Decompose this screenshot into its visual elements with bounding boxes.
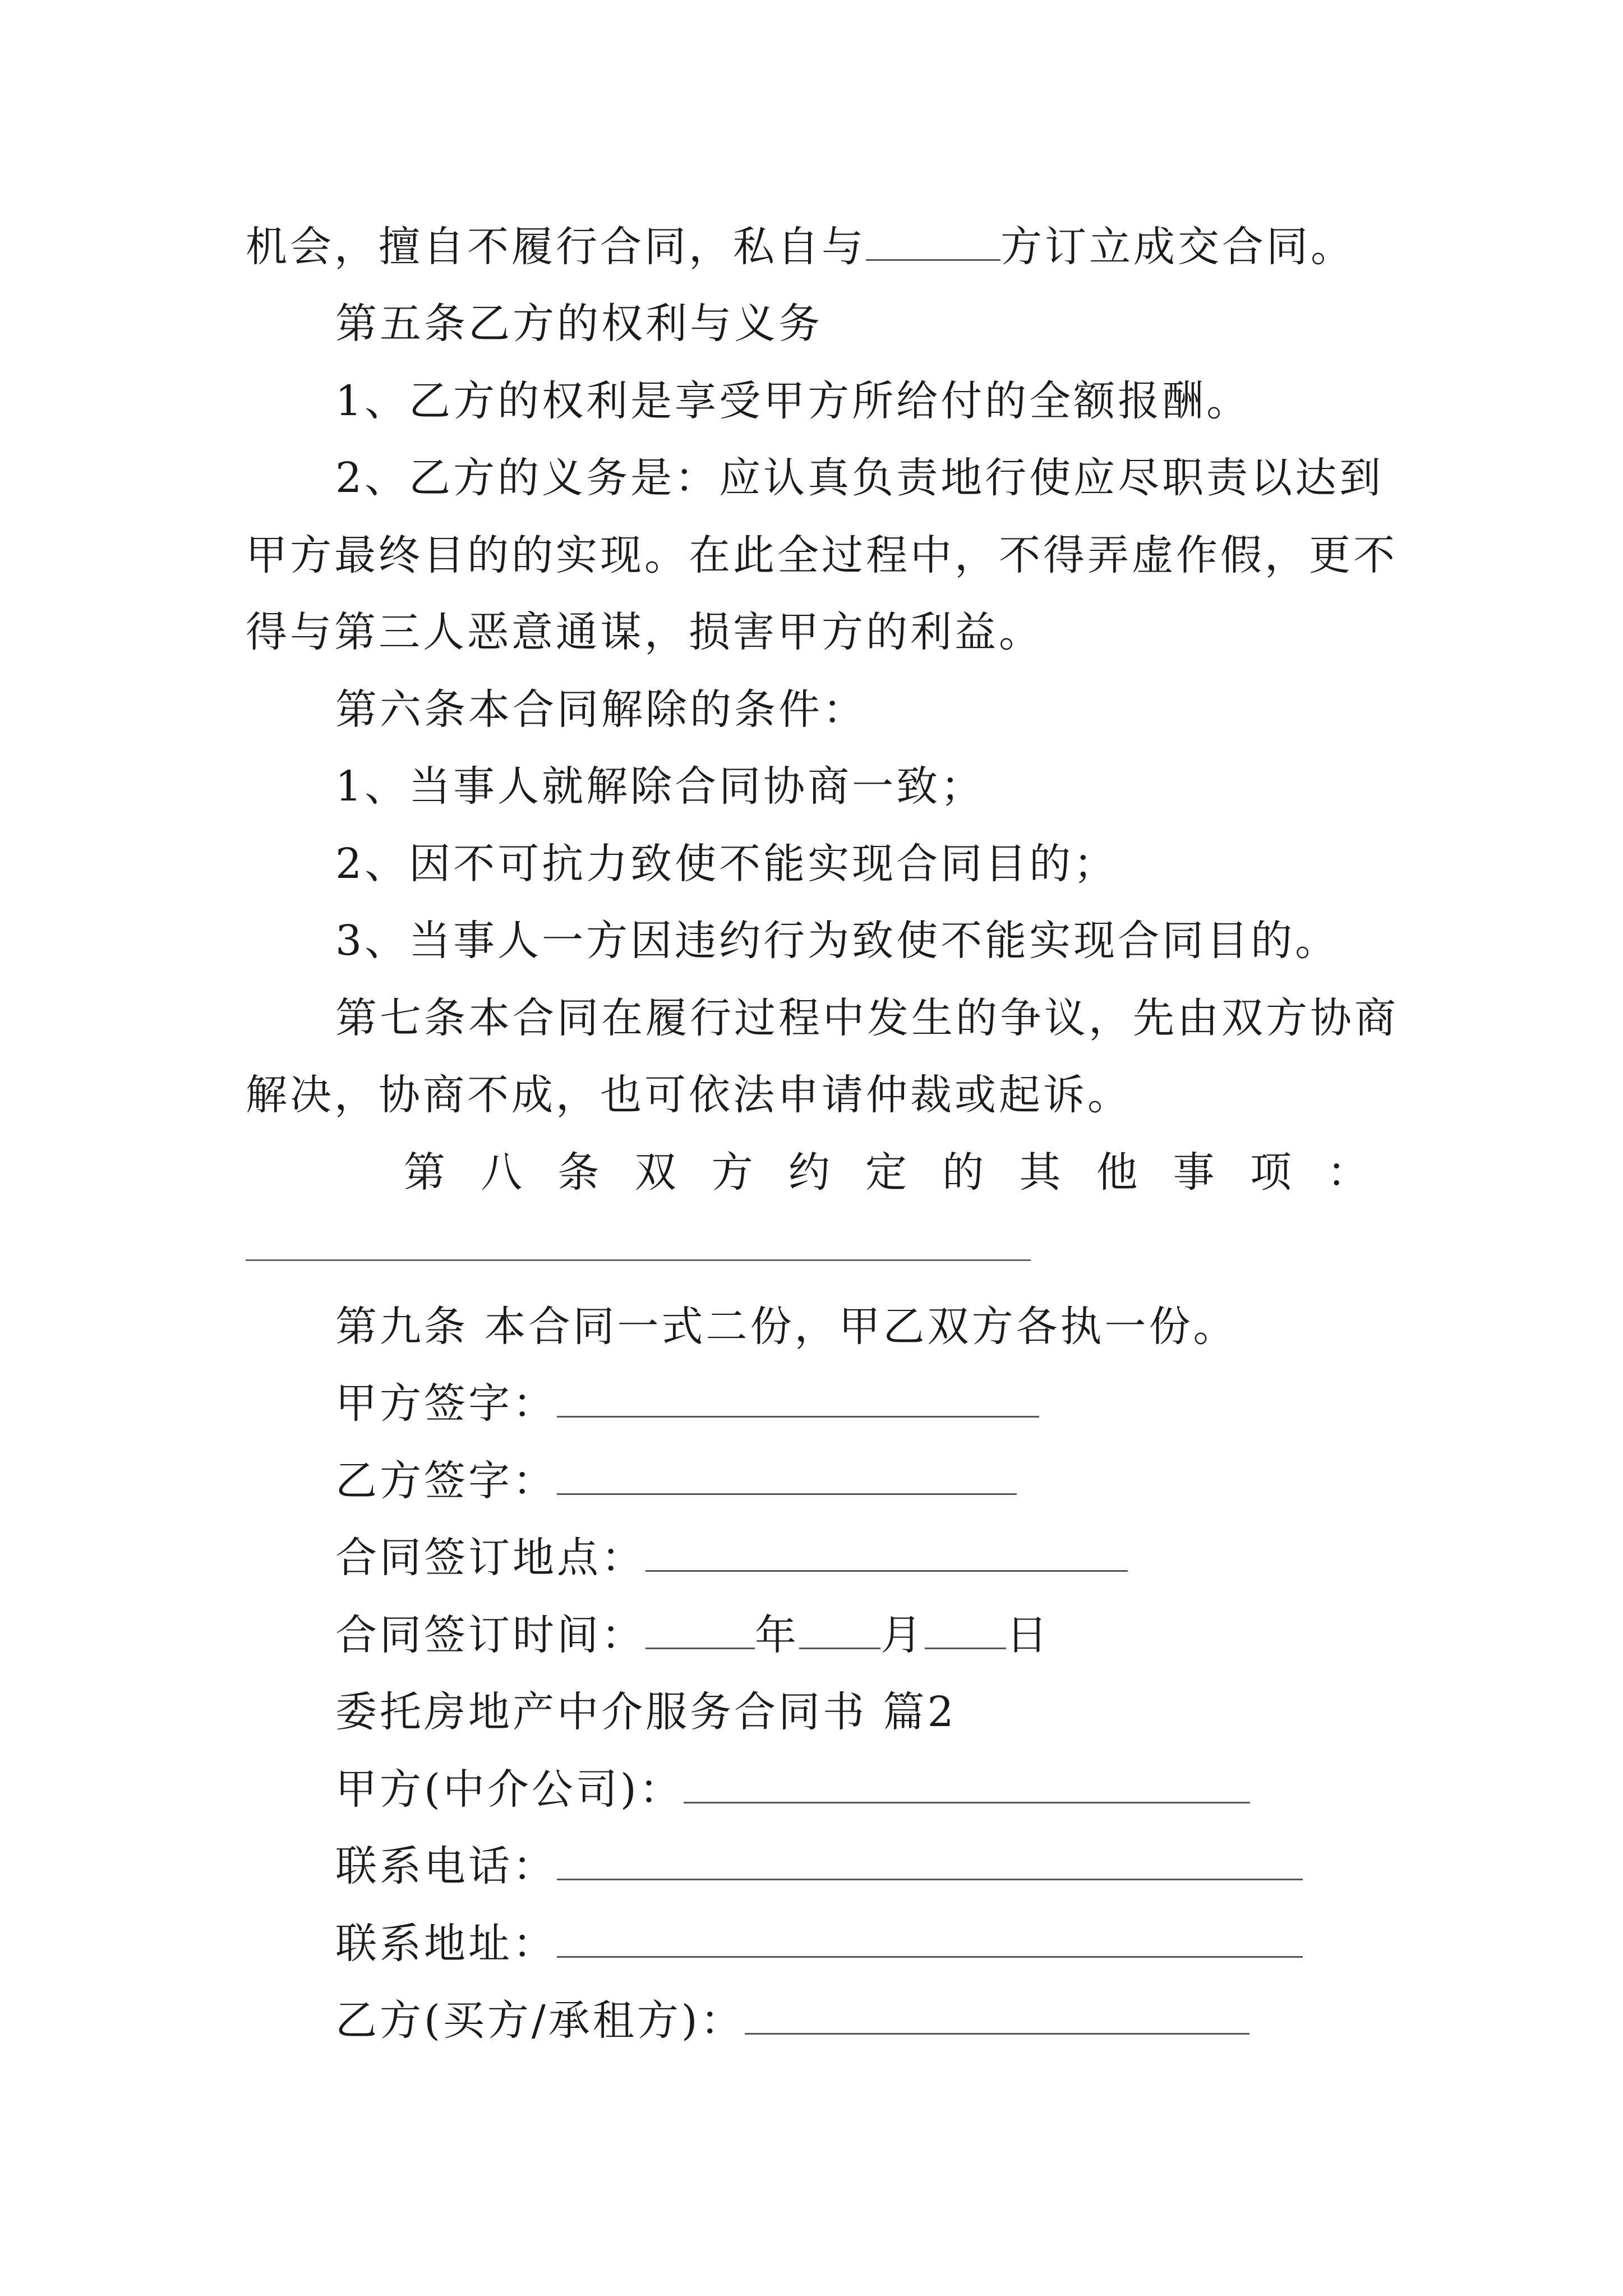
clause-7-line-1: 第七条本合同在履行过程中发生的争议，先由双方协商: [335, 994, 1399, 1042]
clause-5-heading: 第五条乙方的权利与义务: [335, 300, 823, 348]
clause-5-item-2-line-2: 甲方最终目的的实现。在此全过程中，不得弄虚作假，更不: [246, 531, 1398, 579]
party-a-signature-blank: [557, 1384, 1039, 1418]
signing-place-blank: [645, 1539, 1128, 1572]
text-segment: 机会，擅自不履行合同，私自与: [246, 223, 866, 271]
clause-5-item-1: 1、乙方的权利是享受甲方所给付的全额报酬。: [335, 377, 1251, 425]
party-b-signature-label: 乙方签字：: [335, 1457, 557, 1505]
clause-9: 第九条 本合同一式二份，甲乙双方各执一份。: [335, 1303, 1238, 1351]
signing-place-row: [335, 1530, 1128, 1586]
party-b-buyer-row: [335, 1993, 1249, 2049]
party-a-agency-blank: [684, 1770, 1250, 1803]
clause-6-item-2: 2、因不可抗力致使不能实现合同目的；: [335, 840, 1118, 888]
party-b-signature-blank: [557, 1462, 1017, 1495]
party-b-buyer-label: 乙方(买方/承租方)：: [335, 1996, 745, 2045]
blank-party-name: [866, 228, 1000, 261]
day-label: 日: [1006, 1611, 1050, 1659]
clause-8-blank-line: [246, 1259, 1031, 1261]
signing-place-label: 合同签订地点：: [335, 1534, 645, 1582]
clause-4-continuation: [246, 219, 1355, 275]
party-b-signature-row: [335, 1453, 1017, 1509]
party-b-buyer-blank: [745, 2001, 1249, 2035]
day-blank: [925, 1616, 1006, 1649]
clause-7-line-2: 解决，协商不成，也可依法申请仲裁或起诉。: [246, 1071, 1132, 1119]
clause-8-text: 第八条双方约定的其他事项：: [404, 1148, 1368, 1197]
clause-5-item-2-line-1: 2、乙方的义务是：应认真负责地行使应尽职责以达到: [335, 454, 1384, 502]
address-blank: [557, 1925, 1303, 1958]
address-row: [335, 1916, 1303, 1972]
month-label: 月: [880, 1611, 925, 1659]
party-a-signature-row: [335, 1375, 1039, 1432]
party-a-agency-label: 甲方(中介公司)：: [335, 1765, 684, 1814]
signing-date-row: [335, 1607, 1050, 1663]
year-label: 年: [755, 1611, 799, 1659]
month-blank: [799, 1616, 880, 1649]
section-title-part-2: 委托房地产中介服务合同书 篇2: [335, 1688, 957, 1736]
clause-6-item-1: 1、当事人就解除合同协商一致；: [335, 762, 985, 811]
phone-blank: [557, 1847, 1303, 1880]
year-blank: [645, 1616, 755, 1649]
clause-6-item-3: 3、当事人一方因违约行为致使不能实现合同目的。: [335, 917, 1340, 965]
clause-5-item-2-line-3: 得与第三人恶意通谋，损害甲方的利益。: [246, 608, 1043, 656]
phone-label: 联系电话：: [335, 1842, 557, 1890]
party-a-signature-label: 甲方签字：: [335, 1379, 557, 1428]
clause-6-heading: 第六条本合同解除的条件：: [335, 685, 867, 734]
address-label: 联系地址：: [335, 1920, 557, 1968]
text-segment: 方订立成交合同。: [1000, 223, 1355, 271]
signing-date-label: 合同签订时间：: [335, 1611, 645, 1659]
phone-row: [335, 1838, 1303, 1894]
party-a-agency-row: [335, 1761, 1250, 1818]
clause-8-heading: [404, 1144, 1368, 1200]
